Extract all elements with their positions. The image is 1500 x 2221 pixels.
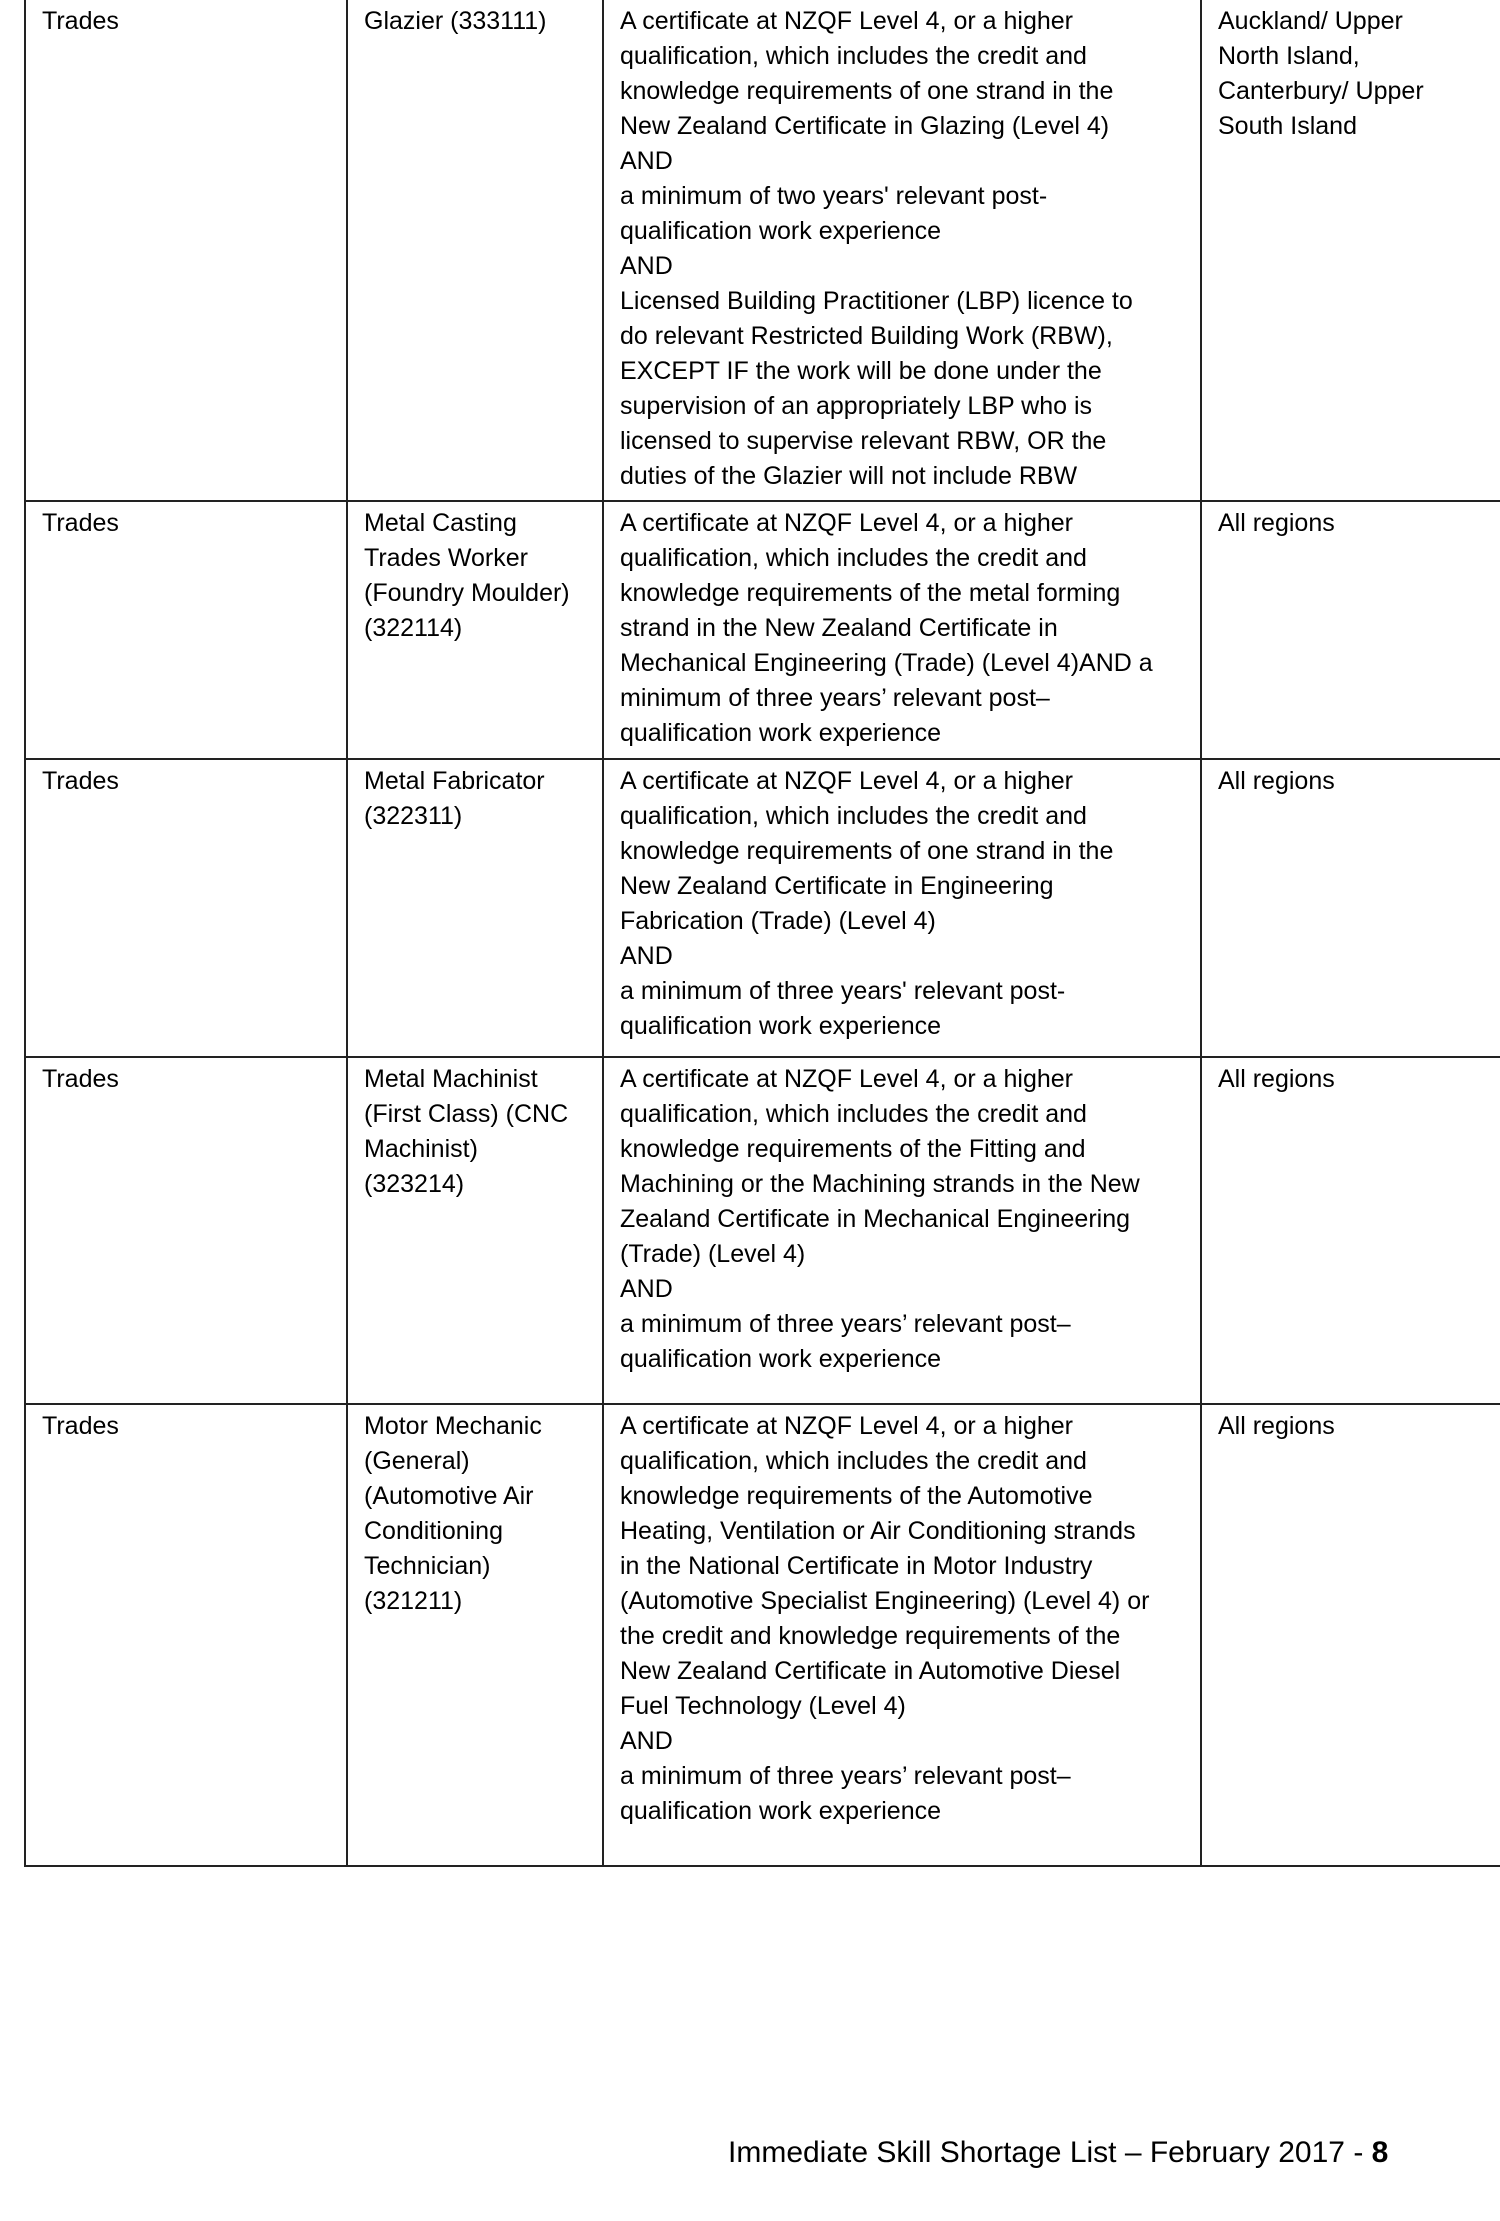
occupation-cell: Metal Machinist (First Class) (CNC Machinist) (323214) xyxy=(347,1057,603,1404)
qualification-cell: A certificate at NZQF Level 4, or a higher qualification, which includes the credit and knowledge requirements of the Automotive Heating, Ventilation or Air Conditioning strands in the National Certificate in Motor Industry (Automotive Specialist Engineering) (Level 4) or the credit and knowledge requirements of the New Zealand Certificate in Automotive Diesel Fuel Technology (Level 4) AND a minimum of three years’ relevant post– qualification work experience xyxy=(603,1404,1201,1866)
page-footer xyxy=(728,2133,1388,2173)
page-number: 8 xyxy=(1371,2136,1389,2169)
sector-cell: Trades xyxy=(25,0,347,501)
region-cell: All regions xyxy=(1201,501,1500,759)
region-cell: All regions xyxy=(1201,1404,1500,1866)
qualification-cell: A certificate at NZQF Level 4, or a higher qualification, which includes the credit and knowledge requirements of one strand in the New Zealand Certificate in Glazing (Level 4) AND a minimum of two years' relevant post- qualification work experience AND Licensed Building Practitioner (LBP) licence to do relevant Restricted Building Work (RBW), EXCEPT IF the work will be done under the supervision of an appropriately LBP who is licensed to supervise relevant RBW, OR the duties of the Glazier will not include RBW xyxy=(603,0,1201,501)
qualification-cell: A certificate at NZQF Level 4, or a higher qualification, which includes the credit and knowledge requirements of the metal forming strand in the New Zealand Certificate in Mechanical Engineering (Trade) (Level 4)AND a minimum of three years’ relevant post– qualification work experience xyxy=(603,501,1201,759)
table-row xyxy=(25,0,1500,501)
table-row xyxy=(25,1404,1500,1866)
sector-cell: Trades xyxy=(25,759,347,1057)
sector-cell: Trades xyxy=(25,1057,347,1404)
table-row xyxy=(25,759,1500,1057)
qualification-cell: A certificate at NZQF Level 4, or a higher qualification, which includes the credit and knowledge requirements of the Fitting and Machining or the Machining strands in the New Zealand Certificate in Mechanical Engineering (Trade) (Level 4) AND a minimum of three years’ relevant post– qualification work experience xyxy=(603,1057,1201,1404)
occupation-cell: Metal Casting Trades Worker (Foundry Moulder) (322114) xyxy=(347,501,603,759)
sector-cell: Trades xyxy=(25,501,347,759)
table-row xyxy=(25,501,1500,759)
occupation-cell: Motor Mechanic (General) (Automotive Air Conditioning Technician) (321211) xyxy=(347,1404,603,1866)
region-cell: Auckland/ Upper North Island, Canterbury/ Upper South Island xyxy=(1201,0,1500,501)
occupation-cell: Metal Fabricator (322311) xyxy=(347,759,603,1057)
region-cell: All regions xyxy=(1201,1057,1500,1404)
skill-shortage-table xyxy=(24,0,1500,1867)
footer-title: Immediate Skill Shortage List – February 2017 - xyxy=(728,2136,1372,2169)
qualification-cell: A certificate at NZQF Level 4, or a higher qualification, which includes the credit and knowledge requirements of one strand in the New Zealand Certificate in Engineering Fabrication (Trade) (Level 4) AND a minimum of three years' relevant post- qualification work experience xyxy=(603,759,1201,1057)
table-row xyxy=(25,1057,1500,1404)
occupation-cell: Glazier (333111) xyxy=(347,0,603,501)
sector-cell: Trades xyxy=(25,1404,347,1866)
region-cell: All regions xyxy=(1201,759,1500,1057)
